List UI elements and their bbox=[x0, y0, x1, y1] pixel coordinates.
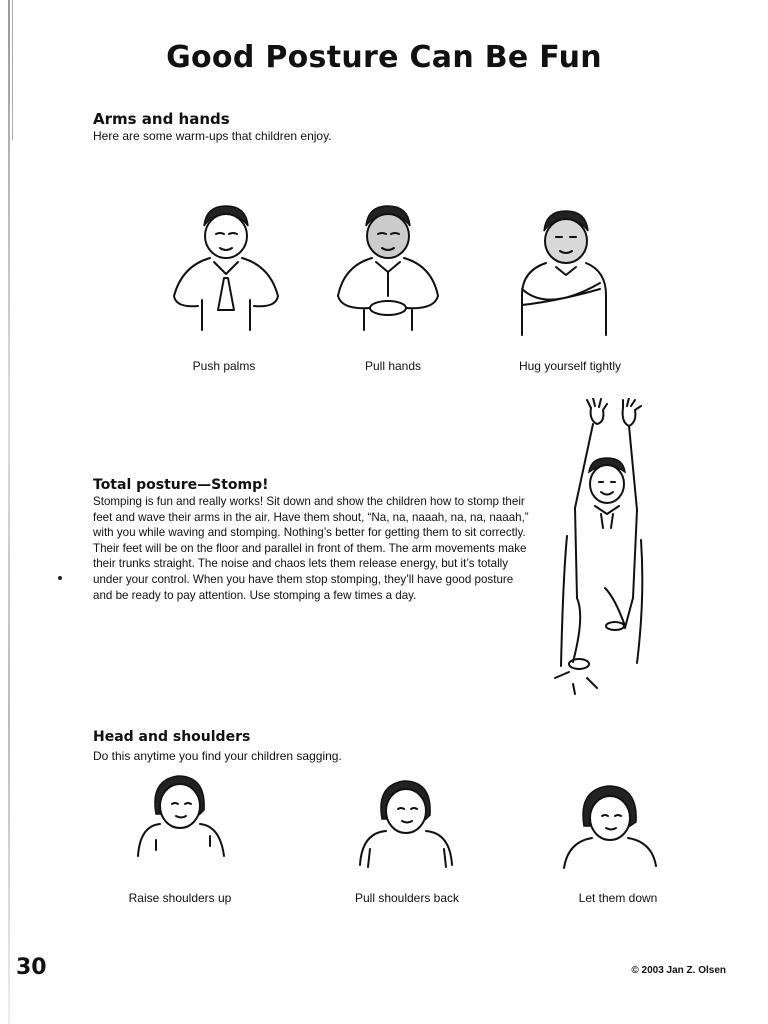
page-title: Good Posture Can Be Fun bbox=[166, 40, 602, 75]
page-number: 30 bbox=[16, 955, 47, 980]
illustration-push-palms bbox=[168, 200, 283, 335]
section-heading-stomp: Total posture—Stomp! bbox=[93, 477, 269, 493]
section-heading-arms: Arms and hands bbox=[93, 110, 230, 128]
caption-raise-shoulders: Raise shoulders up bbox=[128, 891, 232, 905]
section-intro-arms: Here are some warm-ups that children enjoy. bbox=[93, 129, 332, 143]
scan-edge bbox=[8, 0, 10, 1024]
illustration-pull-hands bbox=[330, 200, 445, 335]
illustration-pull-shoulders-back bbox=[356, 775, 456, 870]
illustration-let-them-down bbox=[560, 780, 660, 870]
caption-pull-shoulders-back: Pull shoulders back bbox=[354, 891, 460, 905]
stomp-paragraph: Stomping is fun and really works! Sit down and show the children how to stomp their feet and wave their arms in the air. Have them shout, “Na, na, naaah, na, na, naaah,” with you while waving and stomping. Nothing’s better for getting them to sit correctly. Their feet will be on the floor and parallel in front of them. The arm movements make their trunks straight. The noise and chaos lets them release energy, but it’s totally under your control. When you have them stop stomping, they’ll have good posture and be ready to pay attention. Use stomping a few times a day. bbox=[93, 495, 529, 602]
caption-let-them-down: Let them down bbox=[578, 891, 658, 905]
illustration-stomping-child bbox=[545, 398, 655, 698]
caption-pull-hands: Pull hands bbox=[364, 359, 422, 373]
illustration-raise-shoulders bbox=[130, 770, 230, 865]
section-intro-head: Do this anytime you find your children sagging. bbox=[93, 749, 342, 763]
caption-hug-yourself: Hug yourself tightly bbox=[518, 359, 622, 373]
caption-push-palms: Push palms bbox=[192, 359, 256, 373]
bullet-mark bbox=[58, 576, 62, 580]
copyright-notice: © 2003 Jan Z. Olsen bbox=[631, 965, 726, 976]
illustration-hug-yourself bbox=[508, 205, 618, 340]
section-heading-head: Head and shoulders bbox=[93, 729, 251, 745]
